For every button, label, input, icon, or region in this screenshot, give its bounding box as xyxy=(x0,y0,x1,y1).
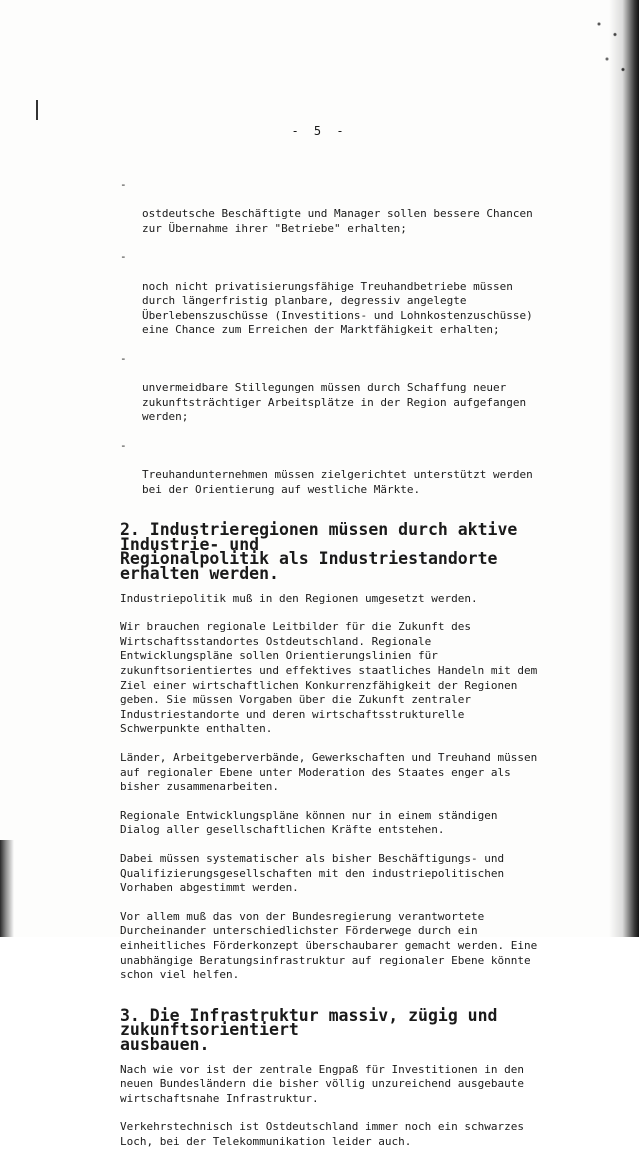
margin-mark xyxy=(36,100,38,120)
section-heading-2: 2. Industrieregionen müssen durch aktive Industrie- und Regionalpolitik als Industriestandorte erhalten werden. xyxy=(120,520,518,584)
bullet-text: Treuhandunternehmen müssen zielgerichtet unterstützt werden bei der Orientierung auf westliche Märkte. xyxy=(142,468,533,496)
paragraph: Nach wie vor ist der zentrale Engpaß für Investitionen in den neuen Bundesländern die bisher völlig unzureichend ausgebaute wirtschaftsnahe Infrastruktur. xyxy=(120,1062,524,1105)
list-item xyxy=(120,439,580,497)
section-heading-3: 3. Die Infrastruktur massiv, zügig und zukunftsorientiert ausbauen. xyxy=(120,1005,498,1054)
list-item xyxy=(120,178,580,236)
list-item xyxy=(120,352,580,425)
bullet-dash: - xyxy=(120,351,127,365)
scan-edge-shadow-right xyxy=(609,0,639,937)
bullet-dash: - xyxy=(120,178,127,191)
scan-specks xyxy=(591,10,631,80)
paragraph: Wir brauchen regionale Leitbilder für die Zukunft des Wirtschaftsstandortes Ostdeutschland. Regionale Entwicklungspläne sollen Orientierungslinien für zukunftsorientiertes und effektives staatliches Handeln mit dem Ziel einer wirtschaftlichen Konkurrenzfähigkeit der Regionen geben. Sie müssen Vorgaben über die Zukunft zentraler Industriestandorte und deren wirtschaftsstrukturelle Schwerpunkte enthalten. xyxy=(120,620,538,736)
page-number: - 5 - xyxy=(291,124,348,138)
list-item xyxy=(120,250,580,338)
paragraph: Länder, Arbeitgeberverbände, Gewerkschaften und Treuhand müssen auf regionaler Ebene unter Moderation des Staates enger als bisher zusammenarbeiten. xyxy=(120,751,538,794)
bullet-dash: - xyxy=(120,438,127,452)
bullet-list xyxy=(120,178,580,497)
bullet-text: unvermeidbare Stillegungen müssen durch Schaffung neuer zukunftsträchtiger Arbeitsplätze in der Region aufgefangen werden; xyxy=(142,381,527,424)
scan-edge-shadow-left xyxy=(0,840,14,937)
bullet-text: noch nicht privatisierungsfähige Treuhandbetriebe müssen durch längerfristig planbare, degressiv angelegte Überlebenszuschüsse (Investitions- und Lohnkostenzuschüsse) eine Chance zum Erreichen der Marktfähigkeit erhalten; xyxy=(142,279,533,337)
bullet-dash: - xyxy=(120,250,127,264)
paragraph: Regionale Entwicklungspläne können nur in einem ständigen Dialog aller gesellschaftlichen Kräfte entstehen. xyxy=(120,808,498,837)
paragraph: Vor allem muß das von der Bundesregierung verantwortete Durcheinander unterschiedlichster Förderwege durch ein einheitliches Förderkonzept überschaubarer gemacht werden. Eine unabhängige Beratungsinfrastruktur auf regionaler Ebene könnte schon viel helfen. xyxy=(120,909,538,982)
paragraph: Dabei müssen systematischer als bisher Beschäftigungs- und Qualifizierungsgesellschaften mit den industriepolitischen Vorhaben abgestimmt werden. xyxy=(120,851,505,895)
paragraph: Verkehrstechnisch ist Ostdeutschland immer noch ein schwarzes Loch, bei der Telekommunikation leider auch. xyxy=(120,1120,524,1148)
bullet-text: ostdeutsche Beschäftigte und Manager sollen bessere Chancen zur Übernahme ihrer "Betriebe" erhalten; xyxy=(142,207,533,235)
document-body xyxy=(120,178,580,1163)
paragraph: Industriepolitik muß in den Regionen umgesetzt werden. xyxy=(120,591,478,605)
